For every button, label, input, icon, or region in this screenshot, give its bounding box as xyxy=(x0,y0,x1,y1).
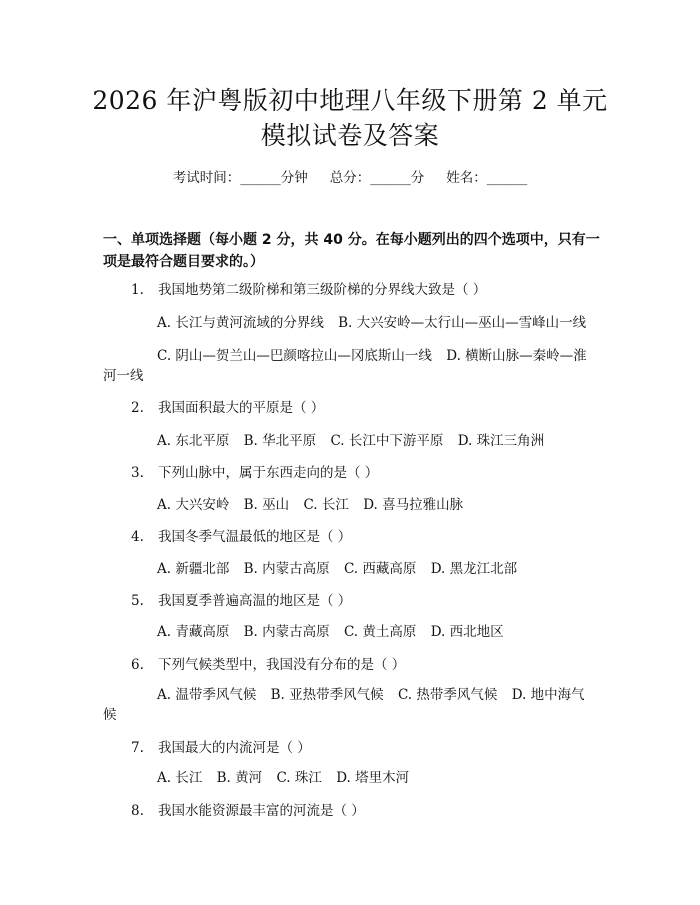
option-c: C. 黄土高原 xyxy=(343,624,417,640)
option-c: C. 西藏高原 xyxy=(343,561,417,577)
option-b: B. 黄河 xyxy=(216,770,263,786)
exam-meta xyxy=(0,168,700,188)
question-2-options xyxy=(157,431,544,451)
option-c: C. 珠江 xyxy=(276,770,322,786)
question-8 xyxy=(131,801,365,821)
question-number: 2. xyxy=(131,400,144,416)
question-1-option-wrap: 河一线 xyxy=(103,368,144,384)
question-number: 3. xyxy=(131,465,144,481)
option-a: A. 东北平原 xyxy=(157,433,230,449)
question-number: 4. xyxy=(131,529,144,545)
option-a: A. 温带季风气候 xyxy=(157,687,257,703)
section-heading: 一、单项选择题（每小题 2 分，共 40 分。在每小题列出的四个选项中，只有一项是最符合题目要求的。） xyxy=(103,232,600,270)
question-4-options xyxy=(157,559,517,579)
question-1 xyxy=(131,280,486,300)
option-a: A. 长江与黄河流域的分界线 xyxy=(157,315,324,331)
question-6-option-wrap: 候 xyxy=(103,707,117,723)
question-7 xyxy=(131,738,311,758)
question-stem: 我国地势第二级阶梯和第三级阶梯的分界线大致是（ ） xyxy=(158,282,487,298)
question-stem: 我国夏季普遍高温的地区是（ ） xyxy=(158,593,352,609)
question-3-options xyxy=(157,495,463,515)
student-name-label: 姓名：______ xyxy=(446,170,528,186)
question-5 xyxy=(131,591,351,611)
question-6-options xyxy=(157,685,585,705)
option-b: B. 大兴安岭—太行山—巫山—雪峰山一线 xyxy=(338,315,587,331)
question-3 xyxy=(131,463,378,483)
question-stem: 下列山脉中，属于东西走向的是（ ） xyxy=(158,465,379,481)
option-d: D. 横断山脉—秦岭—淮 xyxy=(446,348,587,364)
total-score-label: 总分：______分 xyxy=(329,170,425,186)
option-d: D. 塔里木河 xyxy=(336,770,410,786)
option-b: B. 华北平原 xyxy=(243,433,317,449)
question-number: 6. xyxy=(131,657,144,673)
question-number: 7. xyxy=(131,740,144,756)
option-d: D. 西北地区 xyxy=(430,624,504,640)
question-2 xyxy=(131,398,324,418)
question-stem: 我国最大的内流河是（ ） xyxy=(158,740,311,756)
option-c: C. 阴山—贺兰山—巴颜喀拉山—冈底斯山一线 xyxy=(157,348,432,364)
question-6 xyxy=(131,655,405,675)
question-stem: 我国冬季气温最低的地区是（ ） xyxy=(158,529,352,545)
exam-title-line-1: 2026 年沪粤版初中地理八年级下册第 2 单元 xyxy=(92,86,608,115)
option-c: C. 热带季风气候 xyxy=(397,687,498,703)
question-5-options xyxy=(157,622,504,642)
option-a: A. 长江 xyxy=(157,770,203,786)
option-b: B. 内蒙古高原 xyxy=(243,624,330,640)
exam-title-line-2: 模拟试卷及答案 xyxy=(260,121,440,150)
question-number: 8. xyxy=(131,803,144,819)
question-stem: 我国面积最大的平原是（ ） xyxy=(158,400,325,416)
question-stem: 下列气候类型中，我国没有分布的是（ ） xyxy=(158,657,406,673)
option-a: A. 青藏高原 xyxy=(157,624,230,640)
question-1-options-line-2 xyxy=(157,346,587,366)
question-number: 1. xyxy=(131,282,144,298)
option-d: D. 珠江三角洲 xyxy=(457,433,545,449)
option-a: A. 新疆北部 xyxy=(157,561,230,577)
option-d: D. 黑龙江北部 xyxy=(430,561,518,577)
option-d: D. 地中海气 xyxy=(511,687,585,703)
question-7-options xyxy=(157,768,409,788)
option-b: B. 亚热带季风气候 xyxy=(270,687,384,703)
option-b: B. 内蒙古高原 xyxy=(243,561,330,577)
option-c: C. 长江 xyxy=(303,497,349,513)
option-c: C. 长江中下游平原 xyxy=(330,433,444,449)
question-stem: 我国水能资源最丰富的河流是（ ） xyxy=(158,803,365,819)
option-b: B. 巫山 xyxy=(243,497,290,513)
exam-time-label: 考试时间：______分钟 xyxy=(172,170,308,186)
option-d: D. 喜马拉雅山脉 xyxy=(363,497,464,513)
option-a: A. 大兴安岭 xyxy=(157,497,230,513)
question-number: 5. xyxy=(131,593,144,609)
question-4 xyxy=(131,527,351,547)
question-1-options-line-1 xyxy=(157,313,586,333)
